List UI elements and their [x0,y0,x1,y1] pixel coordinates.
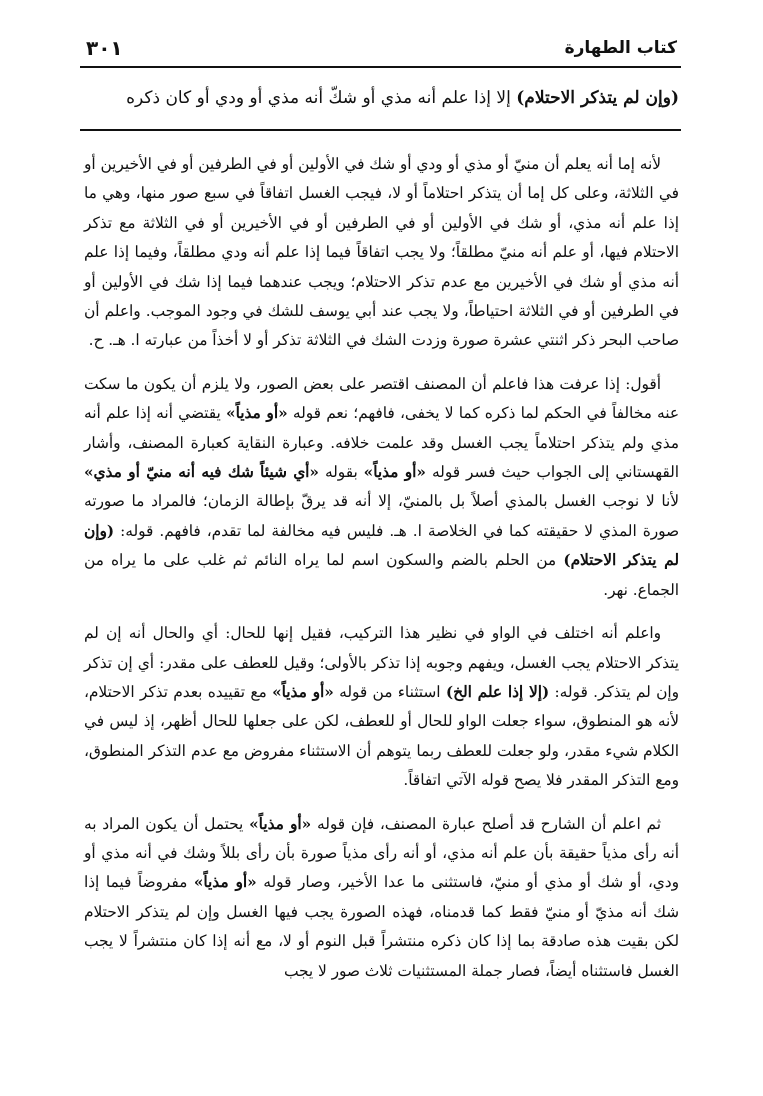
paragraph-text: أقول: إذا عرفت هذا فاعلم أن المصنف اقتصر على بعض الصور، ولا يلزم أن يكون ما سكت عنه مخالفاً في الحكم لما ذكره كما لا يخفى، فافهم؛ نعم قوله [84,374,679,423]
quoted-phrase: «أو مذياً» [249,814,312,833]
running-title: كتاب الطهارة [564,38,677,58]
paragraph-text: لأنا لا نوجب الغسل بالمذي أصلاً بل بالمنيّ، إلا أنه قد يرقّ بإطالة الزمان؛ فالمراد ما صورته صورة المذي لا حقيقته كما في الخلاصة ا. هـ. فليس فيه مخالفة لما تقدم، فافهم. قوله: [84,492,679,540]
commentary-paragraph-4 [84,810,679,986]
paragraph-text: لأنه إما أنه يعلم أن منيّ أو مذي أو ودي أو شك في الأولين أو في الطرفين أو في الأخيرين أو في الثلاثة، وعلى كل إما أن يتذكر احتلاماً أو لا، فيجب الغسل اتفاقاً في سبع صور منها، وهي ما إذا علم أنه مذي، أو شك في الأولين أو في الطرفين أو في الأخيرين أو في الثلاثة مع تذكر الاحتلام فيها، أو علم أنه منيّ مطلقاً؛ ولا يجب اتفاقاً فيما إذا علم أنه ودي مطلقاً، وفيما إذا علم أنه مذي أو شك في الأخيرين مع عدم تذكر الاحتلام؛ ويجب عندهما فيما إذا شك في الأولين أو في الطرفين أو في الثلاثة احتياطاً، ولا يجب عند أبي يوسف للشك في وجود الموجب. واعلم أن صاحب البحر ذكر اثنتي عشرة صورة وزدت الشك في الثلاثة تذكر أو لا أخذاً من عبارته ا. هـ. ح. [84,155,679,350]
quoted-phrase: «أو مذياً» [363,463,426,482]
quoted-phrase: «أو مذياً» [193,873,257,892]
paragraph-text: يحتمل أن يكون المراد به أنه رأى مذياً حقيقة بأن علم أنه مذي، أو أنه رأى مذياً صورة بأن رأى بللاً وشك في أنه مذي أو ودي، أو شك أو مذي أو منيّ، فاستثنى ما عدا الأخير، وصار قوله [84,814,679,892]
matn-text: إلا إذا علم أنه مذي أو شكّ أنه مذي أو ودي أو كان ذكره [126,88,517,108]
paragraph-text: ثم اعلم أن الشارح قد أصلح عبارة المصنف، فإن قوله [311,814,661,833]
paragraph-text: واعلم أنه اختلف في الواو في نظير هذا التركيب، فقيل إنها للحال: أي والحال أنه إن لم يتذكر الاحتلام يجب الغسل، ويفهم وجوبه إذا تذكر بالأولى؛ وقيل للعطف على مقدر: أي إن تذكر وإن لم يتذكر. قوله: [84,624,679,701]
paragraph-text: مفروضاً فيما إذا شك أنه مذيّ أو منيّ فقط كما قدمناه، فهذه الصورة يجب فيها الغسل وإن لم يتذكر الاحتلام لكن بقيت هذه صادقة بما إذا كان ذكره منتشراً قبل النوم أو لا، مع أنه إذا كان منتشراً لا يجب الغسل فاستثناه أيضاً، فصار جملة المستثنيات ثلاث صور لا يجب [84,873,679,980]
matn-bold-quote: (وإن لم يتذكر الاحتلام) [516,88,679,108]
quoted-phrase: «أو مذياً» [272,682,334,701]
commentary-paragraph-1 [84,150,679,356]
commentary-body [84,150,679,1000]
commentary-paragraph-2 [84,370,679,605]
paragraph-text: بقوله [318,463,364,482]
commentary-paragraph-3 [84,619,679,795]
paragraph-text: يقتضي أنه إذا علم أنه مذي ولم يتذكر احتلاماً يجب الغسل وقد علمت خلافه. وعبارة النقاية كعبارة المصنف، وأشار القهستاني إلى الجواب حيث فسر قوله [84,404,679,482]
matn-rule [80,129,681,131]
quoted-phrase: «أي شيئاً شك فيه أنه منيّ أو مذي» [84,463,319,482]
quoted-phrase: (وإن لم يتذكر الاحتلام) [84,521,679,570]
paragraph-text: مع تقييده بعدم تذكر الاحتلام، لأنه هو المنطوق، سواء جعلت الواو للحال أو للعطف، لكن على جعلها للحال أظهر، إذ ليس في الكلام شيء مقدر، ولو جعلت للعطف ربما يتوهم أن الاستثناء مفروض مع عدم التذكر المنطوق، ومع التذكر المقدر فلا يصح قوله الآتي اتفاقاً. [84,682,679,790]
running-head [86,34,677,64]
quoted-phrase: «أو مذياً» [226,404,288,423]
paragraph-text: استثناء من قوله [333,682,446,701]
header-rule [80,66,681,68]
paragraph-text: من الحلم بالضم والسكون اسم لما يراه النائم ثم غلب على ما يراه من الجماع. نهر. [84,551,679,599]
page-number: ٣٠١ [86,36,123,60]
matn-line [88,84,679,112]
quoted-phrase: (إلا إذا علم الخ) [445,682,550,701]
